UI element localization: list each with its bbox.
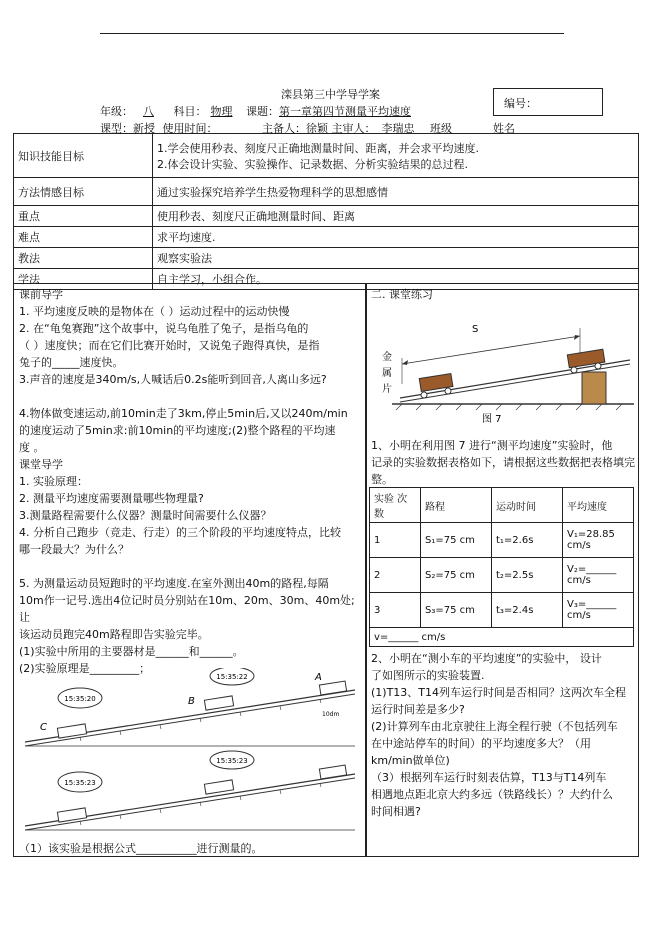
info-value: 1.学会使用秒表、刻度尺正确地测量时间、距离，并会求平均速度. 2.体会设计实验、实验操作、记录数据、分析实验结果的总过程. <box>153 134 639 178</box>
table-cell: S₁=75 cm <box>421 523 492 558</box>
topic-value: 第一章第四节测量平均速度 <box>279 105 411 118</box>
table-cell: S₃=75 cm <box>421 593 492 628</box>
table-cell: t₃=2.4s <box>492 593 563 628</box>
objectives-table <box>13 133 639 290</box>
table-cell: 3 <box>370 593 421 628</box>
info-key: 知识技能目标 <box>14 134 153 178</box>
cart-b <box>204 696 233 710</box>
table-header-row <box>370 488 634 523</box>
table-cell: S₂=75 cm <box>421 558 492 593</box>
side-label-1: 金 <box>382 352 392 363</box>
cart <box>204 780 233 794</box>
point-c-label: C <box>40 722 47 733</box>
formula-question: （1）该实验是根据公式___________进行测量的。 <box>19 842 263 855</box>
side-label-2: 属 <box>382 368 392 379</box>
point-b-label: B <box>188 696 195 707</box>
info-key: 方法情感目标 <box>14 178 153 206</box>
figure-7 <box>372 318 634 428</box>
info-value: 求平均速度. <box>153 227 639 248</box>
reviewer-value: 李瑞忠 <box>381 122 415 135</box>
table-row <box>370 593 634 628</box>
section-title: 课前导学 <box>19 288 63 301</box>
practice-title: 二. 课堂练习 <box>371 288 433 301</box>
table-cell: V₁=28.85 cm/s <box>563 523 634 558</box>
cart-c <box>57 724 86 738</box>
header-row-1: 年级： 八 科目： 物理 课题：第一章第四节测量平均速度 <box>100 105 411 118</box>
info-key: 重点 <box>14 206 153 227</box>
incline-figure <box>20 668 360 838</box>
table-footer-row <box>370 628 634 647</box>
table-cell: t₂=2.5s <box>492 558 563 593</box>
cart <box>57 808 86 822</box>
info-key: 学法 <box>14 269 153 290</box>
practice-q1: 1、小明在利用图 7 进行“测平均速度”实验时，他 记录的实验数据表格如下，请根据这些数据把表格填完 整。 <box>371 439 635 486</box>
type-value: 新授 <box>133 122 155 135</box>
ruler-unit: 10dm <box>322 711 340 718</box>
table-cell: V₂=______ cm/s <box>563 558 634 593</box>
distance-label: S <box>472 324 479 335</box>
top-rule <box>100 33 564 34</box>
info-value: 自主学习，小组合作。 <box>153 269 639 290</box>
header-row-2: 课型：新授 使用时间： 主备人：徐颖 主审人： 李瑞忠 班级 姓名 <box>100 122 515 135</box>
clock-time: 15:35:20 <box>64 695 96 703</box>
practice-q2: 2、小明在“测小车的平均速度”的实验中， 设计 了如图所示的实验装置. (1)T13、T14列车运行时间是否相同？这两次车全程 运行时间差是多少? (2)计算列车由北京驶往上海全程行驶（不包括列车 在中途站停车的时间）的平均速度多大？（用 km/min做单位) （3）根据列车运行时刻表估算，T13与T14列车 相遇地点距北京大约多远（铁路线长）？大约什么 时间相遇? <box>371 652 627 818</box>
section-title: 课堂导学 <box>19 458 63 471</box>
subject-value: 物理 <box>210 105 233 118</box>
clock-time: 15:35:23 <box>216 757 248 765</box>
table-header-cell: 平均速度 <box>563 488 634 523</box>
grade-value: 八 <box>143 105 154 118</box>
distance-arrow <box>402 336 580 364</box>
table-cell: V₃=______ cm/s <box>563 593 634 628</box>
info-value: 观察实验法 <box>153 248 639 269</box>
info-value: 使用秒表、刻度尺正确地测量时间、距离 <box>153 206 639 227</box>
cart-a <box>319 681 346 695</box>
table-footer: v=______ cm/s <box>370 628 634 647</box>
table-header-cell: 运动时间 <box>492 488 563 523</box>
table-cell: 2 <box>370 558 421 593</box>
number-box: 编号： <box>493 88 603 116</box>
clock-time: 15:35:23 <box>64 779 96 787</box>
clock-time: 15:35:22 <box>216 673 248 681</box>
table-cell: 1 <box>370 523 421 558</box>
info-key: 教法 <box>14 248 153 269</box>
side-label-3: 片 <box>382 384 392 395</box>
table-row <box>370 523 634 558</box>
lead-value: 徐颖 <box>305 122 328 135</box>
school-title: 滦县第三中学导学案 <box>281 88 380 101</box>
info-key: 难点 <box>14 227 153 248</box>
experiment-table <box>369 487 634 647</box>
info-value: 通过实验探究培养学生热爱物理科学的思想感情 <box>153 178 639 206</box>
pre-study-section: 课前导学 1. 平均速度反映的是物体在（ ）运动过程中的运动快慢 2. 在“龟兔赛跑”这个故事中，说乌龟胜了兔子，是指乌龟的 （ ）速度快；而在它们比赛开始时，又说兔子跑得真快，是指 兔子的_____速度快。 3.声音的速度是340m/s,人喊话后0.2s能听到回音,人离山多远? 4.物体做变速运动,前10min走了3km,停止5min后,又以240m/min 的速度运动了5min求:前10min的平均速度;(2)整个路程的平均速 度 。 课堂导学 1. 实验原理： 2. 测量平均速度需要测量哪些物理量? 3.测量路程需要什么仪器？测量时间需要什么仪器？ 4. 分析自己跑步（竞走、行走）的三个阶段的平均速度特点，比较 哪一段最大？为什么？ 5. 为测量运动员短跑时的平均速度.在室外测出40m的路程,每隔 10m作一记号.选出4位记时员分别站在10m、20m、30m、40m处;让 该运动员跑完40m路程即告实验完毕。 (1)实验中所用的主要器材是______和______。 (2)实验原理是_________； <box>19 286 359 677</box>
table-cell: t₁=2.6s <box>492 523 563 558</box>
support-block <box>582 372 606 404</box>
table-header-cell: 实验 次数 <box>370 488 421 523</box>
point-a-label: A <box>315 672 322 683</box>
cart <box>319 765 346 779</box>
figure-caption: 图 7 <box>482 414 502 425</box>
table-header-cell: 路程 <box>421 488 492 523</box>
table-row <box>370 558 634 593</box>
